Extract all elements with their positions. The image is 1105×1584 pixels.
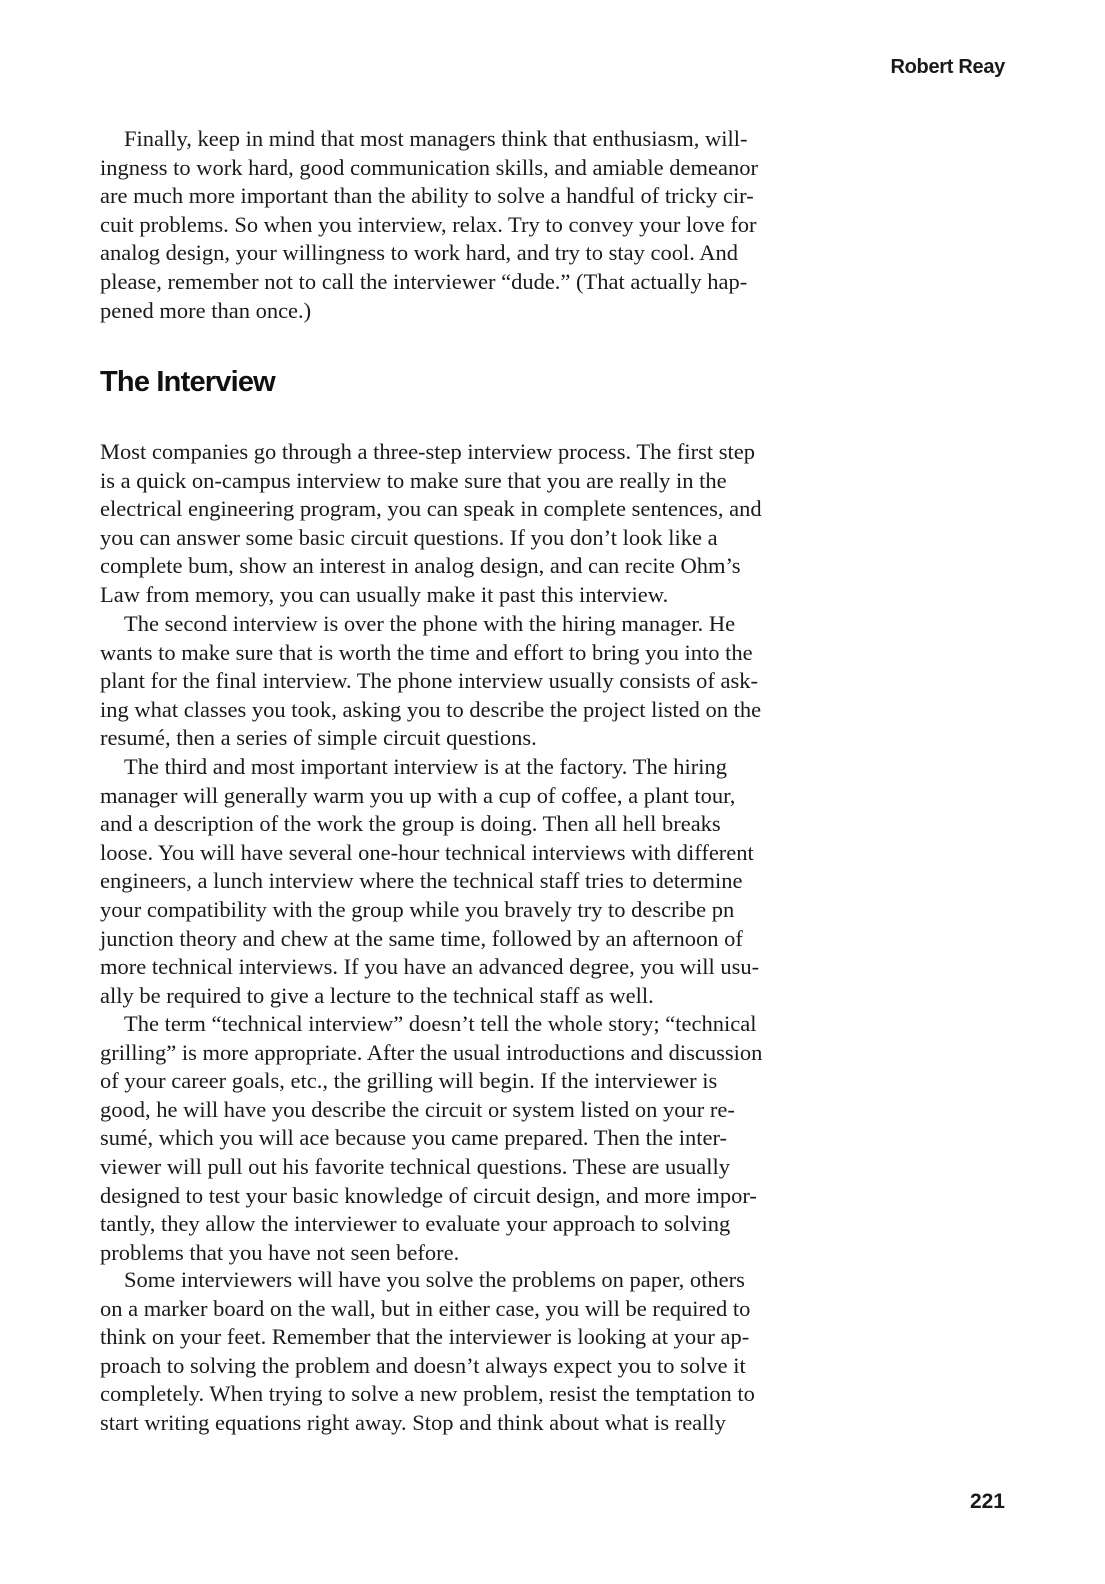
text-line: engineers, a lunch interview where the technical staff tries to determine (100, 868, 743, 894)
text-line: your compatibility with the group while you bravely try to describe pn (100, 896, 735, 922)
text-line: you can answer some basic circuit questions. If you don’t look like a (100, 524, 718, 550)
text-line: junction theory and chew at the same time, followed by an afternoon of (100, 925, 743, 951)
text-line: ing what classes you took, asking you to describe the project listed on the (100, 696, 762, 722)
text-line: The third and most important interview is at the factory. The hiring (124, 754, 727, 779)
paragraph-4 (100, 1010, 824, 1267)
text-line: ingness to work hard, good communication skills, and amiable demeanor (100, 154, 758, 180)
text-line: grilling” is more appropriate. After the usual introductions and discussion (100, 1039, 763, 1065)
text-line: loose. You will have several one-hour technical interviews with different (100, 839, 754, 865)
text-line: pened more than once.) (100, 297, 312, 323)
running-header-author: Robert Reay (890, 56, 1005, 78)
text-line: ally be required to give a lecture to the technical staff as well. (100, 982, 654, 1008)
text-line: resumé, then a series of simple circuit questions. (100, 725, 537, 751)
text-line: and a description of the work the group is doing. Then all hell breaks (100, 811, 721, 837)
text-line: think on your feet. Remember that the interviewer is looking at your ap- (100, 1324, 750, 1350)
text-line: manager will generally warm you up with a cup of coffee, a plant tour, (100, 782, 736, 808)
text-line: complete bum, show an interest in analog design, and can recite Ohm’s (100, 553, 741, 579)
text-line: are much more important than the ability to solve a handful of tricky cir- (100, 183, 754, 209)
page-number: 221 (969, 1490, 1005, 1513)
text-line: electrical engineering program, you can speak in complete sentences, and (100, 496, 762, 522)
section-heading: The Interview (100, 366, 275, 398)
text-line: please, remember not to call the interviewer “dude.” (That actually hap- (100, 268, 748, 294)
text-line: completely. When trying to solve a new problem, resist the temptation to (100, 1381, 755, 1407)
paragraph-3 (100, 753, 824, 1010)
text-line: of your career goals, etc., the grilling will begin. If the interviewer is (100, 1068, 718, 1094)
text-line: Some interviewers will have you solve the problems on paper, others (124, 1267, 745, 1292)
text-line: analog design, your willingness to work hard, and try to stay cool. And (100, 240, 739, 266)
text-line: good, he will have you describe the circuit or system listed on your re- (100, 1096, 735, 1122)
text-line: designed to test your basic knowledge of circuit design, and more impor- (100, 1182, 757, 1208)
text-line: Law from memory, you can usually make it past this interview. (100, 581, 669, 607)
text-line: start writing equations right away. Stop and think about what is really (100, 1409, 726, 1435)
paragraph-2 (100, 610, 824, 753)
text-line: is a quick on-campus interview to make sure that you are really in the (100, 467, 727, 493)
text-line: on a marker board on the wall, but in either case, you will be required to (100, 1295, 751, 1321)
paragraph-1 (100, 438, 800, 610)
text-line: plant for the final interview. The phone interview usually consists of ask- (100, 668, 758, 694)
text-line: sumé, which you will ace because you came prepared. Then the inter- (100, 1125, 728, 1151)
text-line: The term “technical interview” doesn’t tell the whole story; “technical (124, 1011, 757, 1036)
text-line: Finally, keep in mind that most managers think that enthusiasm, will- (124, 126, 748, 151)
text-line: tantly, they allow the interviewer to evaluate your approach to solving (100, 1211, 731, 1237)
text-line: problems that you have not seen before. (100, 1239, 460, 1265)
paragraph-5 (100, 1266, 824, 1438)
text-line: wants to make sure that is worth the time and effort to bring you into the (100, 639, 753, 665)
text-line: proach to solving the problem and doesn’t always expect you to solve it (100, 1352, 746, 1378)
text-line: more technical interviews. If you have an advanced degree, you will usu- (100, 954, 760, 980)
text-line: cuit problems. So when you interview, relax. Try to convey your love for (100, 211, 757, 237)
intro-paragraph (100, 125, 824, 325)
text-line: Most companies go through a three-step interview process. The first step (100, 439, 756, 464)
text-line: viewer will pull out his favorite technical questions. These are usually (100, 1153, 731, 1179)
text-line: The second interview is over the phone with the hiring manager. He (124, 611, 736, 636)
